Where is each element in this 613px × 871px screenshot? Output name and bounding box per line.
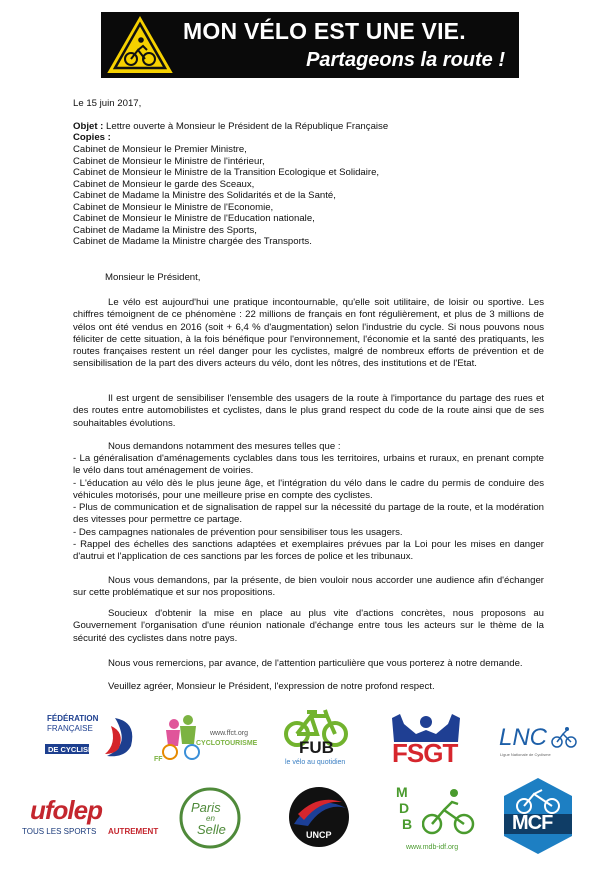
header-banner	[101, 12, 519, 78]
ufolep-logo	[22, 795, 159, 839]
copy-recipient: Cabinet de Monsieur le garde des Sceaux,	[73, 178, 255, 190]
lnc-logo	[497, 722, 577, 760]
ffct-name: CYCLOTOURISME	[196, 740, 258, 747]
mdb-letter-b: B	[402, 816, 413, 832]
ffc-logo	[45, 712, 145, 762]
mdb-letter-d: D	[399, 800, 410, 816]
copy-recipient: Cabinet de Monsieur le Ministre de l'Education nationale,	[73, 213, 315, 224]
pes-line3: Selle	[197, 822, 226, 837]
demand-item: - L'éducation au vélo dès le plus jeune âge, et l'intégration du vélo dans le cadre du permis de conduire des véhicules motorisés, pour une meilleure prise en compte des cyclistes.	[73, 477, 544, 501]
mdb-letter-m: M	[396, 784, 408, 800]
copies-list	[73, 144, 379, 248]
lnc-subtitle: Ligue Nationale de Cyclisme	[500, 752, 551, 757]
letter-date: Le 15 juin 2017,	[73, 98, 142, 109]
paragraph-text: Il est urgent de sensibiliser l'ensemble des usagers de la route à l'importance du partage des rues et des routes entre automobilistes et cyclistes, dans le plus grand respect du code de la route ainsi que de ses souhaitables évolutions.	[73, 393, 544, 429]
ffct-ff: FF	[154, 756, 163, 763]
paragraph-text: Nous vous demandons, par la présente, de bien vouloir nous accorder une audience afin d'échanger sur cette problématique et sur nos propositions.	[73, 575, 544, 599]
banner-title: MON VÉLO EST UNE VIE.	[183, 18, 466, 44]
paragraph	[73, 575, 544, 600]
demand-item: - La généralisation d'aménagements cyclables dans tous les territoires, urbains et ruraux, en prenant compte le vélo dans tout aménagement de voiries.	[73, 453, 544, 477]
copy-recipient: Cabinet de Madame la Ministre des Sports,	[73, 224, 257, 236]
ufolep-tagline-2: AUTREMENT	[108, 827, 159, 836]
copy-recipient: Cabinet de Monsieur le Ministre de l'intérieur,	[73, 155, 265, 167]
copy-recipient: Cabinet de Madame la Ministre chargée des Transports.	[73, 236, 312, 247]
demands-list	[73, 453, 544, 564]
uncp-swirl-icon	[284, 784, 354, 850]
paris-en-selle-logo	[178, 786, 242, 850]
ffc-line3: DE CYCLISME	[48, 745, 100, 754]
lnc-cyclist-icon	[551, 726, 577, 748]
fsgt-logo	[390, 712, 462, 768]
paragraph	[73, 297, 544, 371]
copy-recipient: Cabinet de Madame la Ministre des Solidarités et de la Santé,	[73, 190, 336, 201]
fub-name: FUB	[299, 738, 334, 757]
paragraph	[73, 393, 544, 430]
salutation: Monsieur le Président,	[105, 272, 201, 283]
mdb-cyclist-icon	[422, 788, 476, 836]
lnc-name: LNC	[499, 724, 548, 751]
demand-item: - Plus de communication et de signalisation de rappel sur la nécessité du partage de la route, et la modération des vitesses pour permettre ce partage.	[73, 502, 544, 526]
banner-subtitle: Partageons la route !	[306, 49, 505, 71]
ffc-line1: FÉDÉRATION	[47, 714, 99, 723]
paragraph	[73, 681, 544, 693]
cyclist-warning-sign-icon	[107, 16, 173, 74]
fub-tagline: le vélo au quotidien	[285, 759, 346, 766]
copy-recipient: Cabinet de Monsieur le Ministre de l'Economie,	[73, 201, 274, 213]
copy-recipient: Cabinet de Monsieur le Ministre de la Transition Ecologique et Solidaire,	[73, 167, 380, 178]
mcf-name: MCF	[512, 812, 553, 834]
ffct-cyclists-icon	[152, 708, 252, 768]
paragraph-text: Nous demandons notamment des mesures telles que :	[108, 441, 341, 452]
subject-label: Objet :	[73, 121, 104, 132]
paragraph-text: Veuillez agréer, Monsieur le Président, l'expression de notre profond respect.	[108, 681, 435, 692]
paragraph	[73, 441, 544, 453]
paragraph-text: Le vélo est aujourd'hui une pratique incontournable, qu'elle soit utilitaire, de loisir ou sportive. Les chiffres témoignent de ce phénomène : 22 millions de français en font régulièrement, et plus de 3 millions de vélos ont été vendus en 2016 (soit + 6,4 % d'augmentation) selon l'industrie du cycle. Si nous pouvons nous féliciter de cette situation, à la fois bénéfique pour l'environnement, l'économie et la santé des pratiquants, les routes françaises restent un réel danger pour les cyclistes, malgré de nombreux efforts de prévention et de sensibilisation de la part des divers acteurs du vélo, dont les nôtres, des institutions et de l'Etat.	[73, 297, 544, 370]
letter-subject	[73, 121, 388, 132]
mdb-logo	[394, 782, 476, 854]
pes-line1: Paris	[191, 800, 221, 815]
paragraph-text: Nous vous remercions, par avance, de l'attention particulière que vous porterez à notre demande.	[108, 658, 523, 669]
ffc-line2: FRANÇAISE	[47, 724, 93, 733]
ufolep-name: ufolep	[30, 795, 102, 825]
ufolep-tagline-1: TOUS LES SPORTS	[22, 827, 97, 836]
ffct-logo	[152, 708, 258, 768]
uncp-logo	[284, 784, 354, 850]
mdb-url: www.mdb-idf.org	[406, 844, 459, 851]
ffct-url: www.ffct.org	[210, 730, 248, 737]
paragraph	[73, 608, 544, 645]
paragraph-text: Soucieux d'obtenir la mise en place au plus vite d'actions concrètes, nous proposons au Gouvernement l'organisation d'une réunion nationale d'échange entre tous les acteurs sur le thème de la sécurité des cyclistes dans notre pays.	[73, 608, 544, 644]
pes-line2: en	[206, 814, 215, 823]
paragraph	[73, 658, 544, 670]
demand-item: - Rappel des échelles des sanctions adaptées et exemplaires prévues par la Loi pour les mises en danger d'autrui et l'application de ces sanctions par les forces de police et les tribunaux.	[73, 539, 544, 563]
subject-text: Lettre ouverte à Monsieur le Président de la République Française	[103, 121, 389, 132]
copy-recipient: Cabinet de Monsieur le Premier Ministre,	[73, 144, 247, 155]
mcf-logo	[500, 776, 576, 856]
demand-item: - Des campagnes nationales de prévention pour sensibiliser tous les usagers.	[73, 526, 403, 538]
uncp-name: UNCP	[306, 830, 332, 840]
copies-label: Copies :	[73, 132, 111, 143]
fub-logo	[281, 708, 351, 770]
fsgt-name: FSGT	[392, 738, 458, 768]
